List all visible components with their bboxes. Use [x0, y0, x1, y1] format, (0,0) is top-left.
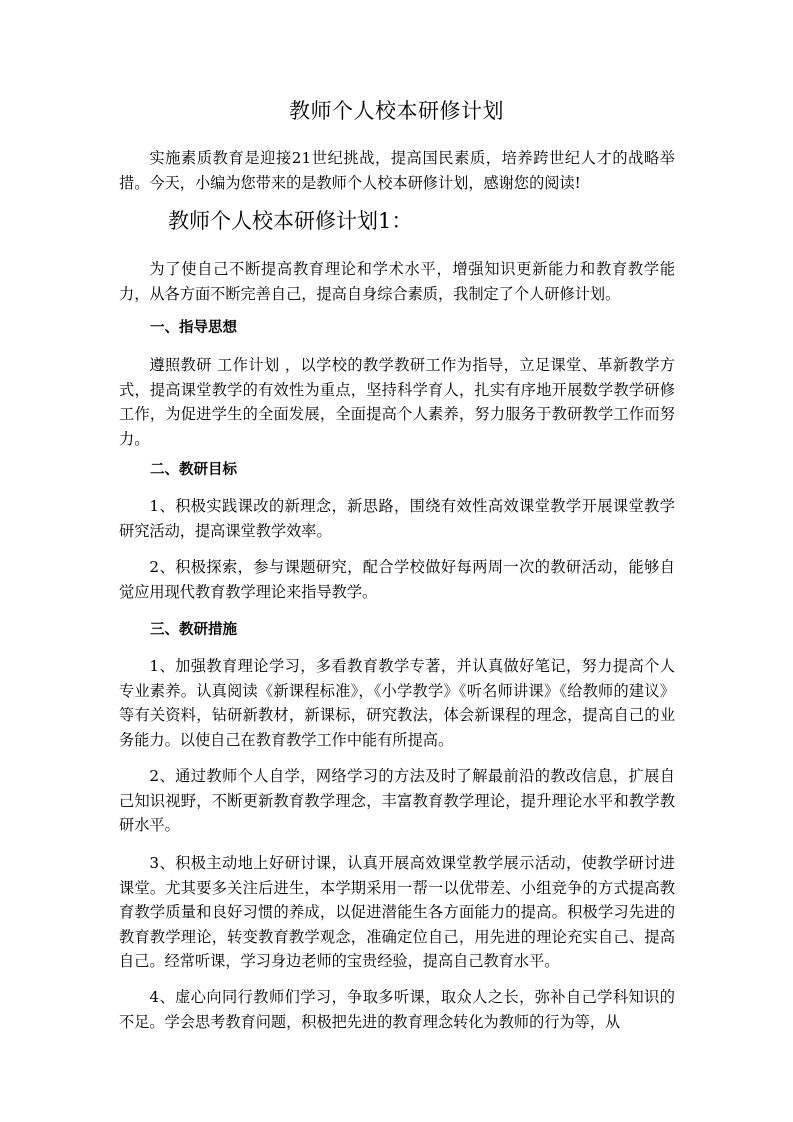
paragraph-measure-2: 2、通过教师个人自学，网络学习的方法及时了解最前沿的教改信息，扩展自己知识视野，不断更新教育教学理念，丰富教育教学理论，提升理论水平和教学教研水平。 [119, 767, 675, 834]
paragraph-goal-1: 1、积极实践课改的新理念，新思路，围绕有效性高效课堂教学开展课堂教学研究活动，提高课堂教学效率。 [119, 497, 675, 540]
paragraph-measure-3: 3、积极主动地上好研讨课，认真开展高效课堂教学展示活动，使教学研讨进课堂。尤其要多关注后进生，本学期采用一帮一以优带差、小组竞争的方式提高教育教学质量和良好习惯的养成，以促进潜能生各方面能力的提高。积极学习先进的教育教学理论，转变教育教学观念，准确定位自己，用先进的理论充实自己、提高自己。经常听课，学习身边老师的宝贵经验，提高自己教育水平。 [119, 854, 675, 970]
section-title: 教师个人校本研修计划1： [168, 209, 413, 233]
paragraph-purpose: 为了使自己不断提高教育理论和学术水平，增强知识更新能力和教育教学能力，从各方面不断完善自己，提高自身综合素质，我制定了个人研修计划。 [119, 260, 675, 303]
document-title: 教师个人校本研修计划 [289, 99, 504, 123]
heading-guiding-thought: 一、指导思想 [150, 320, 237, 336]
heading-research-goals: 二、教研目标 [150, 462, 237, 478]
heading-research-measures: 三、教研措施 [150, 622, 237, 638]
paragraph-guiding-thought: 遵照教研 工作计划 ，以学校的教学教研工作为指导，立足课堂、革新教学方式，提高课堂教学的有效性为重点，坚持科学育人，扎实有序地开展数学教学研修工作，为促进学生的全面发展，全面提高个人素养，努力服务于教研教学工作而努力。 [119, 356, 675, 448]
paragraph-goal-2: 2、积极探索，参与课题研究，配合学校做好每两周一次的教研活动，能够自觉应用现代教育教学理论来指导教学。 [119, 558, 675, 601]
paragraph-measure-1: 1、加强教育理论学习，多看教育教学专著，并认真做好笔记，努力提高个人专业素养。认真阅读《新课程标准》，《小学教学》《听名师讲课》《给教师的建议》等有关资料，钻研新教材，新课标，研究教法，体会新课程的理念，提高自己的业务能力。以使自己在教育教学工作中能有所提高。 [119, 657, 675, 749]
paragraph-measure-4: 4、虚心向同行教师们学习，争取多听课，取众人之长，弥补自己学科知识的不足。学会思考教育问题，积极把先进的教育理念转化为教师的行为等，从 [119, 988, 675, 1031]
intro-paragraph: 实施素质教育是迎接21世纪挑战，提高国民素质，培养跨世纪人才的战略举措。今天，小编为您带来的是教师个人校本研修计划，感谢您的阅读! [119, 149, 675, 192]
